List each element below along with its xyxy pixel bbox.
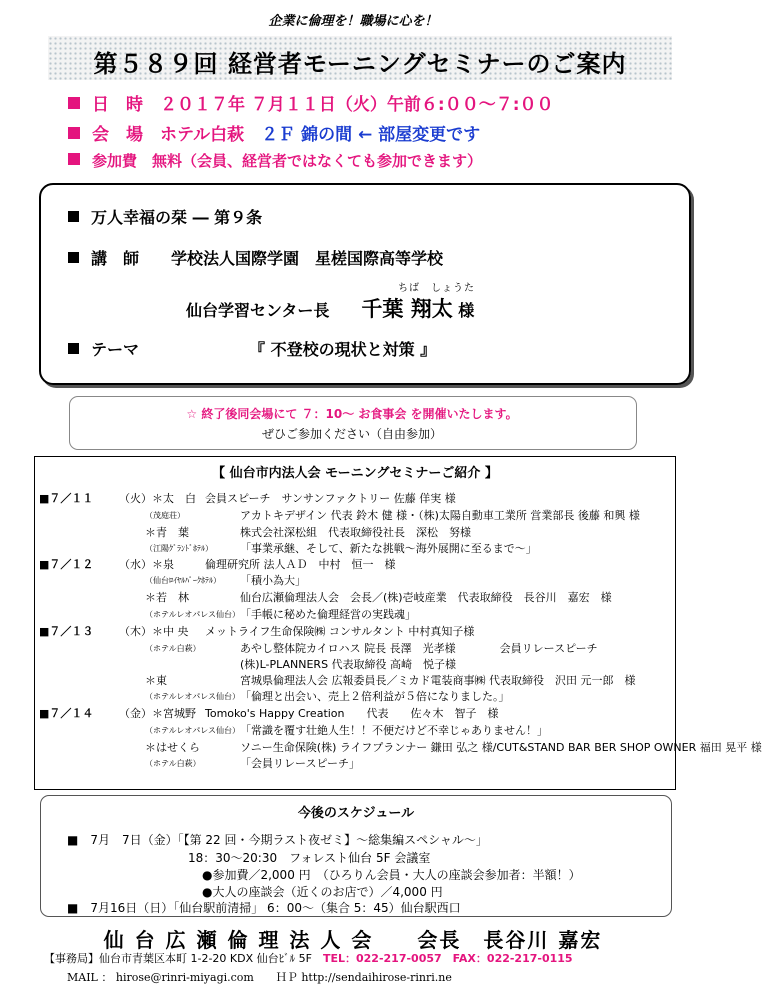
speaker-org: 学校法人国際学園 星槎国際高等学校 — [171, 249, 444, 268]
speaker-name: 千葉 翔太 — [361, 297, 453, 321]
speaker-title: 仙台学習センター長 — [186, 301, 330, 320]
mail-label: MAIL ： — [67, 971, 113, 984]
footer-phone: TEL：022-217-0057 FAX：022-217-0115 — [322, 952, 573, 965]
info-datetime — [68, 90, 554, 115]
seminar-detail: 宮城県倫理法人会 広報委員長／ミカド電装商事㈱ 代表取締役 沢田 元一郎 様 — [240, 674, 636, 687]
seminar-detail: 「会員リレースピーチ」 — [240, 757, 361, 770]
info-fee — [68, 150, 482, 171]
lecture-speaker — [68, 246, 443, 269]
seminar-chapter: （水）＊泉 — [119, 558, 174, 571]
footer-contact — [44, 950, 573, 966]
theme-label: テーマ — [91, 340, 140, 359]
venue-label: 会 場 — [92, 125, 143, 145]
schedule-box — [40, 795, 672, 917]
seminar-chapter: （ホテルレオパレス仙台） — [145, 610, 240, 619]
seminar-date: ■７／１２ — [39, 558, 94, 571]
seminar-chapter: ＊東 — [145, 674, 167, 687]
schedule-line: 18：30～20:30 フォレスト仙台 5F 会議室 — [188, 851, 431, 865]
schedule-line: ■ 7月 7日（金）「【第 22 回・今期ラスト夜ゼミ】～総集編スペシャル～」 — [67, 833, 488, 847]
seminar-chapter: （火）＊太 白 — [119, 492, 196, 505]
bullet-square-icon — [68, 252, 79, 263]
seminar-chapter: （ホテル白萩） — [145, 759, 201, 768]
venue-value: ホテル白萩 — [160, 125, 245, 145]
seminar-chapter: （ホテルレオパレス仙台） — [145, 726, 240, 735]
dinner-line2: ぜひご参加ください（自由参加） — [261, 427, 442, 441]
speaker-label: 講 師 — [91, 249, 140, 268]
seminar-chapter: （仙台ﾛｲﾔﾙﾊﾟｰｸﾎﾃﾙ） — [145, 576, 221, 585]
speaker-ruby: ちば しょうた — [398, 283, 475, 294]
seminar-detail: 「積小為大」 — [240, 574, 306, 587]
page-title: 第５８９回 経営者モーニングセミナーのご案内 — [93, 50, 627, 78]
schedule-line: ■ 7月16日（日）「仙台駅前清掃」 6：00～（集合 5：45）仙台駅西口 — [67, 901, 461, 915]
lecture-speaker-name-row — [186, 293, 474, 323]
seminar-date: ■７／１１ — [39, 492, 94, 505]
seminar-detail: 倫理研究所 法人ＡＤ 中村 恒一 様 — [205, 558, 396, 571]
hp-link[interactable]: http://sendaihirose-rinri.ne — [301, 971, 452, 984]
mail-link[interactable]: hirose@rinri-miyagi.com — [115, 971, 254, 984]
seminar-detail: 「常識を覆す壮絶人生！！不便だけど不幸じゃありません！」 — [240, 724, 548, 737]
seminar-chapter: （金）＊宮城野 — [119, 707, 196, 720]
seminar-detail: ソニー生命保険(株) ライフプランナー 鎌田 弘之 様/CUT&STAND BAR BER SHOP OWNER 福田 晃平 様 — [240, 741, 762, 754]
seminar-chapter: （ホテル白萩） — [145, 644, 201, 653]
schedule-line: ●大人の座談会（近くのお店で）／4,000 円 — [202, 885, 443, 899]
seminar-chapter: ＊青 葉 — [145, 526, 189, 539]
schedule-heading: 今後のスケジュール — [297, 806, 415, 821]
seminar-chapter: ＊若 林 — [145, 591, 189, 604]
seminar-chapter: （木）＊中 央 — [119, 625, 189, 638]
seminar-detail: アカトキデザイン 代表 鈴木 健 様・（株)太陽自動車工業所 営業部長 後藤 和興 様 — [240, 509, 640, 522]
seminar-date: ■７／１３ — [39, 625, 94, 638]
rule-text: 万人幸福の栞 ― 第９条 — [91, 208, 263, 227]
fee-value: 無料（会員、経営者ではなくても参加できます） — [152, 152, 483, 170]
lecture-theme — [68, 337, 436, 360]
datetime-label: 日 時 — [92, 95, 143, 115]
seminar-detail: Tomoko's Happy Creation 代表 佐々木 智子 様 — [205, 707, 499, 720]
footer-org: 仙 台 広 瀬 倫 理 法 人 会 会長 長谷川 嘉宏 — [103, 928, 603, 952]
fee-label: 参加費 — [92, 152, 138, 170]
seminar-detail: 仙台広瀬倫理法人会 会長／(株)壱岐産業 代表取締役 長谷川 嘉宏 様 — [240, 591, 612, 604]
footer-address: 【事務局】仙台市青葉区本町 1-2-20 KDX 仙台ﾋﾞﾙ 5F — [44, 952, 312, 965]
seminar-chapter: ＊はせくら — [145, 741, 200, 754]
bullet-square-icon — [68, 211, 79, 222]
datetime-value: ２０１７年 ７月１１日（火）午前６:００～７:００ — [160, 95, 554, 115]
dinner-line1: ☆ 終了後同会場にて ７：10～ お食事会 を開催いたします。 — [186, 407, 518, 421]
seminar-detail: メットライフ生命保険㈱ コンサルタント 中村真知子様 — [205, 625, 475, 638]
seminar-detail: 「手帳に秘めた倫理経営の実践魂」 — [240, 608, 416, 621]
seminar-box — [34, 456, 762, 790]
seminar-date: ■７／１４ — [39, 707, 94, 720]
seminar-chapter: （茂庭荘） — [145, 511, 185, 520]
slogan: 企業に倫理を！職場に心を！ — [268, 14, 438, 29]
bullet-square-icon — [68, 127, 80, 139]
seminar-chapter: （ホテルレオパレス仙台） — [145, 692, 240, 701]
seminar-detail: 「事業承継、そして、新たな挑戦～海外展開に至るまで～」 — [240, 542, 537, 555]
hp-label: ＨＰ — [275, 971, 298, 984]
speaker-suffix: 様 — [458, 301, 475, 320]
theme-value: 『 不登校の現状と対策 』 — [249, 340, 437, 359]
seminar-detail: 「倫理と出会い、売上２倍利益が５倍になりました。」 — [240, 690, 510, 703]
seminar-detail: 会員スピーチ サンサンファクトリー 佐藤 佯実 様 — [205, 492, 456, 505]
lecture-rule — [68, 205, 262, 228]
info-venue — [68, 120, 480, 145]
footer-web — [67, 969, 452, 985]
schedule-line: ●参加費／2,000 円 （ひろりん会員・大人の座談会参加者：半額！） — [202, 868, 581, 882]
seminar-chapter: （江陽ｸﾞﾗﾝﾄﾞﾎﾃﾙ） — [145, 544, 213, 553]
bullet-square-icon — [68, 343, 79, 354]
bullet-square-icon — [68, 153, 80, 165]
venue-room: ２Ｆ 錦の間 ← 部屋変更です — [261, 125, 481, 145]
seminar-detail: 株式会社深松組 代表取締役社長 深松 努様 — [240, 526, 471, 539]
seminar-heading: 【 仙台市内法人会 モーニングセミナーご紹介 】 — [212, 466, 498, 481]
bullet-square-icon — [68, 97, 80, 109]
seminar-detail: (株)L-PLANNERS 代表取締役 高崎 悦子様 — [240, 658, 457, 671]
seminar-detail: あやし整体院カイロハス 院長 長澤 光孝様 会員リレースピーチ — [240, 642, 598, 655]
